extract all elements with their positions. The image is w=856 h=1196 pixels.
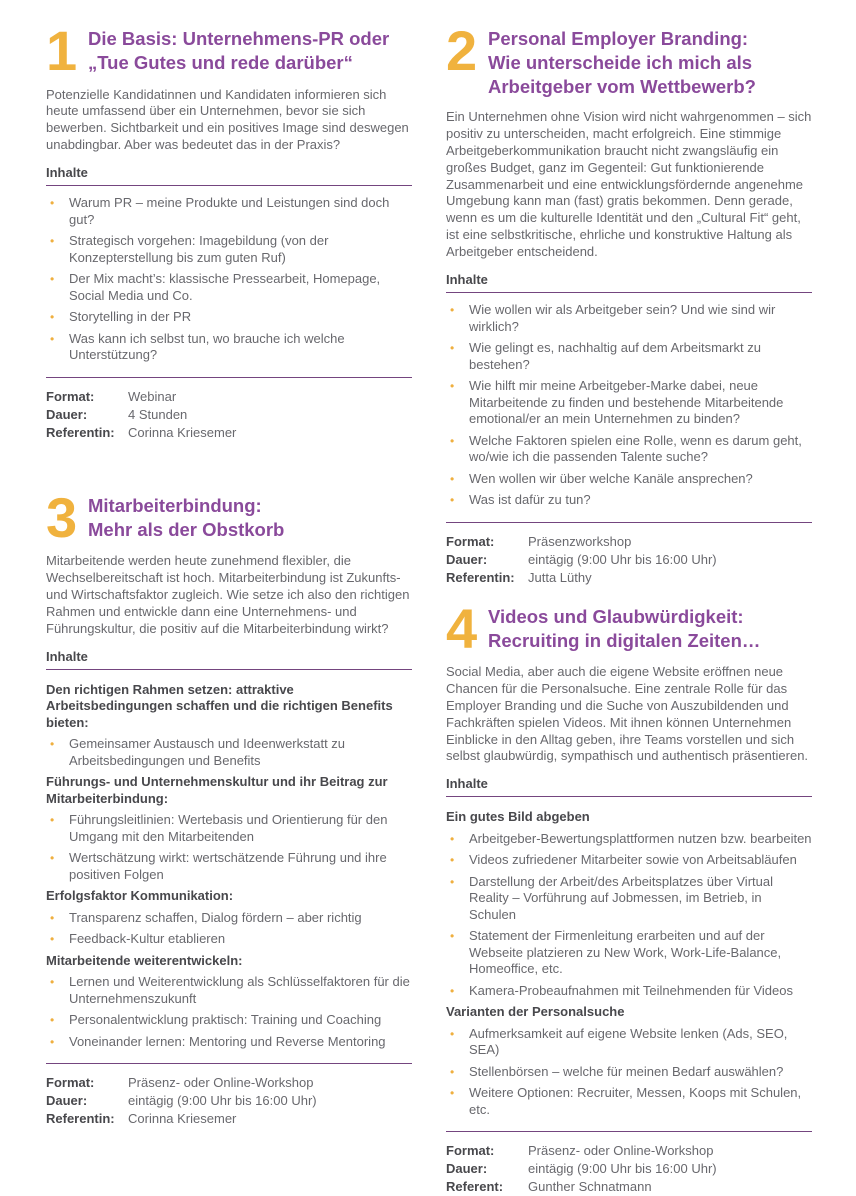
meta-label: Referentin: [46, 424, 115, 440]
content-subheading: Mitarbeitende weiterentwickeln: [46, 952, 243, 968]
bullet-text: Was ist dafür zu tun? [469, 492, 591, 508]
title-line: Mitarbeiterbindung: [88, 494, 262, 516]
bullet-item [46, 233, 412, 266]
meta-label: Dauer: [46, 1093, 88, 1109]
inhalte-heading: Inhalte [46, 165, 88, 181]
inhalte-heading: Inhalte [46, 648, 88, 664]
bullet-item [46, 974, 412, 1007]
bullet-text: Weitere Optionen: Recruiter, Messen, Koops mit Schulen, etc. [469, 1085, 802, 1117]
bullet-dot-icon [450, 471, 454, 488]
bullet-dot-icon [50, 195, 54, 212]
section-2 [446, 19, 812, 587]
bullet-dot-icon [50, 736, 54, 753]
bullet-dot-icon [450, 378, 454, 395]
section-intro: Social Media, aber auch die eigene Website eröffnen neue Chancen für die Personalsuche. Eine zentrale Rolle für das Employer Branding und die Suche von Auszubildenden und Fachkräften spielen Videos. Mit ihnen können Unternehmen Einblicke in den Alltag geben, ihre Teams vorstellen und sich selbst glaubwürdig, sympathisch und authentisch präsentieren. [446, 664, 809, 764]
title-line: Personal Employer Branding: [488, 28, 749, 49]
meta-row [46, 1110, 412, 1128]
bullet-text: Wertschätzung wirkt: wertschätzende Führung und ihre positiven Folgen [69, 850, 387, 882]
meta-label: Format: [46, 388, 95, 404]
meta-value: Gunther Schnatmann [528, 1179, 652, 1195]
bullet-text: Wie hilft mir meine Arbeitgeber-Marke dabei, neue Mitarbeitende zu finden und bestehende Mitarbeitende emotional/er an mein Unternehmen zu binden? [469, 378, 784, 427]
bullet-text: Was kann ich selbst tun, wo brauche ich welche Unterstützung? [69, 330, 345, 363]
meta-row [46, 424, 412, 442]
bullet-item [46, 812, 412, 845]
section-title [488, 603, 760, 653]
bullet-text: Aufmerksamkeit auf eigene Website lenken (Ads, SEO, SEA) [469, 1025, 788, 1058]
section-title [488, 25, 756, 99]
title-line: Videos und Glaubwürdigkeit: [488, 605, 744, 627]
section-3 [46, 485, 412, 1128]
bullet-text: Lernen und Weiterentwicklung als Schlüsselfaktoren für die Unternehmenszukunft [69, 974, 410, 1006]
bullet-item [446, 1085, 812, 1118]
bullet-item [46, 195, 412, 228]
bullet-dot-icon [50, 812, 54, 829]
meta-value: eintägig (9:00 Uhr bis 16:00 Uhr) [128, 1093, 317, 1109]
title-line: Mehr als der Obstkorb [88, 518, 285, 540]
bullet-item [46, 1034, 412, 1051]
bullet-dot-icon [50, 1012, 54, 1029]
meta-label: Format: [446, 533, 495, 549]
inhalte-heading: Inhalte [446, 776, 488, 792]
bullet-text: Führungsleitlinien: Wertebasis und Orientierung für den Umgang mit den Mitarbeitenden [69, 812, 388, 844]
meta-value: eintägig (9:00 Uhr bis 16:00 Uhr) [528, 551, 717, 567]
bullet-text: Wie gelingt es, nachhaltig auf dem Arbeitsmarkt zu bestehen? [469, 340, 761, 372]
meta-row [446, 1178, 812, 1196]
bullet-item [446, 1026, 812, 1059]
bullet-dot-icon [450, 1085, 454, 1102]
section-intro: Ein Unternehmen ohne Vision wird nicht wahrgenommen – sich positiv zu unterscheiden, macht erfolgreich. Eine stimmige Arbeitgeberkommunikation braucht nicht zwangsläufig ein großes Budget, ganz im Gegenteil: Gut funktionierende Zusammenarbeit und eine entwicklungsfördernde angenehme Umgebung kann man (fast) gratis bekommen. Denn gerade, wenn es um die kulturelle Identität und den „Cultural Fit“ geht, ist eine selbstkritische, ehrliche und konstruktive Haltung als Arbeitgeber entscheidend. [446, 109, 812, 260]
bullet-text: Stellenbörsen – welche für meinen Bedarf auswählen? [469, 1063, 784, 1079]
content-list [446, 293, 812, 522]
title-line: Recruiting in digitalen Zeiten… [488, 629, 761, 651]
meta-row [46, 1074, 412, 1092]
bullet-item [46, 736, 412, 769]
section-4 [446, 596, 812, 1196]
bullet-dot-icon [50, 931, 54, 948]
content-subheading: Den richtigen Rahmen setzen: attraktive Arbeitsbedingungen schaffen und die richtigen Benefits bieten: [46, 681, 393, 730]
meta-value: Webinar [128, 388, 177, 404]
meta-label: Format: [46, 1075, 95, 1091]
meta-value: 4 Stunden [128, 406, 188, 422]
meta-label: Dauer: [46, 406, 88, 422]
bullet-item [446, 852, 812, 869]
bullet-dot-icon [50, 309, 54, 326]
bullet-item [446, 471, 812, 488]
bullet-dot-icon [450, 983, 454, 1000]
bullet-text: Transparenz schaffen, Dialog fördern – aber richtig [69, 909, 362, 925]
title-line: Die Basis: Unternehmens-PR oder [88, 28, 390, 49]
meta-block [46, 378, 412, 442]
bullet-dot-icon [450, 874, 454, 891]
meta-value: Corinna Kriesemer [128, 1111, 237, 1127]
meta-value: Präsenz- oder Online-Workshop [528, 1143, 714, 1159]
meta-row [446, 569, 812, 587]
bullet-item [446, 378, 812, 428]
bullet-item [446, 340, 812, 373]
meta-row [446, 533, 812, 551]
bullet-dot-icon [50, 1034, 54, 1051]
section-title [88, 492, 284, 542]
content-subheading: Erfolgsfaktor Kommunikation: [46, 888, 234, 904]
content-subheading: Varianten der Personalsuche [446, 1004, 625, 1020]
section-intro: Potenzielle Kandidatinnen und Kandidaten informieren sich heute umfassend über ein Unternehmen, bevor sie sich bewerben. Sichtbarkeit und ein positives Image sind deswegen unabdingbar. Aber was bedeutet das in der Praxis? [46, 86, 409, 153]
section-number: 2 [446, 19, 476, 82]
bullet-text: Voneinander lernen: Mentoring und Reverse Mentoring [69, 1033, 386, 1049]
bullet-item [446, 928, 812, 978]
meta-row [46, 1092, 412, 1110]
content-list [46, 670, 412, 1064]
title-line: „Tue Gutes und rede darüber“ [88, 52, 353, 73]
bullet-dot-icon [50, 271, 54, 288]
bullet-item [446, 492, 812, 509]
meta-row [446, 551, 812, 569]
meta-value: Präsenzworkshop [528, 533, 632, 549]
bullet-item [446, 983, 812, 1000]
meta-label: Dauer: [446, 1161, 488, 1177]
bullet-dot-icon [450, 492, 454, 509]
section-intro: Mitarbeitende werden heute zunehmend flexibler, die Wechselbereitschaft ist hoch. Mitarbeiterbindung ist Zukunfts- und Wirtschaftsfaktor zugleich. Wie setze ich also den richtigen Rahmen und entwickle dann eine Unternehmens- und Führungskultur, die positiv auf die Mitarbeiterbindung wirkt? [46, 553, 410, 636]
section-2-header [446, 19, 812, 99]
bullet-dot-icon [450, 340, 454, 357]
meta-label: Format: [446, 1143, 495, 1159]
bullet-text: Wie wollen wir als Arbeitgeber sein? Und wie sind wir wirklich? [469, 302, 776, 334]
left-column [46, 19, 412, 1196]
meta-label: Dauer: [446, 551, 488, 567]
title-line: Wie unterscheide ich mich als [488, 52, 753, 73]
section-number: 3 [46, 485, 76, 549]
meta-value: eintägig (9:00 Uhr bis 16:00 Uhr) [528, 1161, 717, 1177]
content-list [46, 186, 412, 377]
section-1 [46, 19, 412, 442]
bullet-text: Der Mix macht’s: klassische Pressearbeit, Homepage, Social Media und Co. [69, 271, 381, 303]
bullet-dot-icon [450, 831, 454, 848]
bullet-item [446, 433, 812, 466]
section-number: 4 [446, 596, 476, 660]
bullet-text: Warum PR – meine Produkte und Leistungen sind doch gut? [69, 195, 390, 227]
meta-value: Jutta Lüthy [528, 569, 592, 585]
meta-row [446, 1160, 812, 1178]
bullet-item [46, 309, 412, 326]
meta-label: Referent: [446, 1179, 504, 1195]
bullet-text: Storytelling in der PR [69, 309, 192, 325]
meta-block [46, 1064, 412, 1128]
meta-row [46, 406, 412, 424]
meta-label: Referentin: [46, 1111, 115, 1127]
meta-block [446, 1132, 812, 1196]
bullet-text: Strategisch vorgehen: Imagebildung (von der Konzepterstellung bis zum guten Ruf) [69, 233, 329, 265]
bullet-dot-icon [50, 233, 54, 250]
section-4-header [446, 596, 812, 660]
bullet-text: Kamera-Probeaufnahmen mit Teilnehmenden für Videos [469, 982, 793, 998]
bullet-dot-icon [450, 928, 454, 945]
bullet-dot-icon [50, 910, 54, 927]
meta-row [46, 388, 412, 406]
meta-row [446, 1142, 812, 1160]
right-column [446, 19, 812, 1196]
bullet-item [46, 910, 412, 927]
bullet-text: Welche Faktoren spielen eine Rolle, wenn es darum geht, wo/wie ich die passenden Talente suche? [469, 432, 802, 465]
meta-label: Referentin: [446, 569, 515, 585]
bullet-text: Feedback-Kultur etablieren [69, 931, 226, 947]
bullet-text: Gemeinsamer Austausch und Ideenwerkstatt zu Arbeitsbedingungen und Benefits [69, 736, 346, 768]
bullet-dot-icon [450, 433, 454, 450]
bullet-dot-icon [50, 974, 54, 991]
section-number: 1 [46, 19, 76, 82]
bullet-item [46, 271, 412, 304]
bullet-dot-icon [450, 1026, 454, 1043]
bullet-item [46, 931, 412, 948]
bullet-dot-icon [50, 331, 54, 348]
bullet-item [46, 1012, 412, 1029]
meta-block [446, 523, 812, 587]
content-subheading: Führungs- und Unternehmenskultur und ihr Beitrag zur Mitarbeiterbindung: [46, 774, 388, 806]
bullet-item [446, 1064, 812, 1081]
content-list [446, 797, 812, 1131]
meta-value: Präsenz- oder Online-Workshop [128, 1075, 314, 1091]
bullet-dot-icon [450, 302, 454, 319]
bullet-text: Statement der Firmenleitung erarbeiten und auf der Webseite platzieren zu New Work, Work-Life-Balance, Homeoffice, etc. [469, 928, 782, 977]
bullet-dot-icon [50, 850, 54, 867]
bullet-item [446, 302, 812, 335]
bullet-text: Videos zufriedener Mitarbeiter sowie von Arbeitsabläufen [469, 852, 797, 868]
bullet-text: Darstellung der Arbeit/des Arbeitsplatzes über Virtual Reality – Vorführung auf Jobmessen, im Betrieb, in Schulen [469, 873, 773, 922]
bullet-item [446, 874, 812, 924]
bullet-dot-icon [450, 1064, 454, 1081]
section-3-header [46, 485, 412, 549]
bullet-item [46, 331, 412, 364]
title-line: Arbeitgeber vom Wettbewerb? [488, 76, 756, 97]
bullet-item [446, 831, 812, 848]
bullet-text: Personalentwicklung praktisch: Training und Coaching [69, 1012, 382, 1028]
bullet-text: Arbeitgeber-Bewertungsplattformen nutzen bzw. bearbeiten [469, 830, 812, 846]
content-subheading: Ein gutes Bild abgeben [446, 809, 590, 825]
section-title [88, 25, 389, 75]
section-1-header [46, 19, 412, 82]
bullet-item [46, 850, 412, 883]
bullet-text: Wen wollen wir über welche Kanäle ansprechen? [469, 470, 753, 486]
bullet-dot-icon [450, 852, 454, 869]
inhalte-heading: Inhalte [446, 272, 488, 288]
meta-value: Corinna Kriesemer [128, 424, 237, 440]
